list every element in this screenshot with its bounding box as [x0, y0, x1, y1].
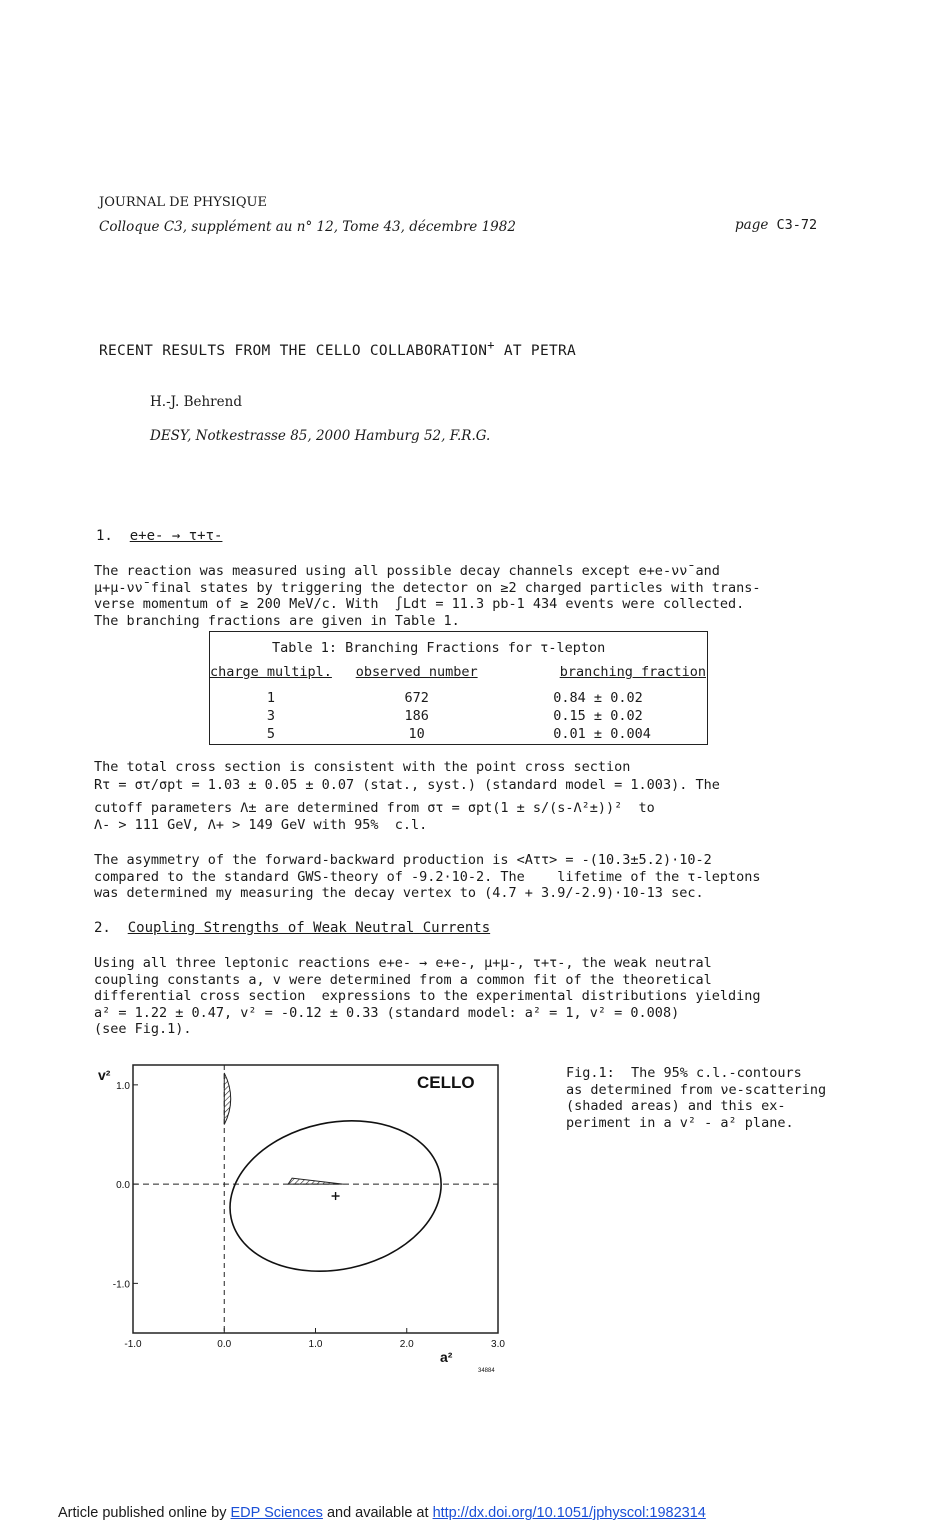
text-line: (see Fig.1). [94, 1021, 192, 1037]
caption-line: Fig.1: The 95% c.l.-contours [566, 1065, 802, 1081]
section1-paragraph3 [94, 852, 760, 902]
title-suffix: AT PETRA [494, 343, 577, 359]
journal-name: JOURNAL DE PHYSIQUE [99, 195, 267, 210]
y-tick-label: 1.0 [116, 1080, 130, 1092]
x-tick-label: 3.0 [491, 1339, 505, 1350]
text-line: The total cross section is consistent with the point cross section [94, 759, 631, 775]
branching-table [210, 662, 707, 743]
text-line: The branching fractions are given in Table 1. [94, 612, 460, 629]
table-row [210, 682, 707, 707]
affiliation: DESY, Notkestrasse 85, 2000 Hamburg 52, F.R.G. [150, 428, 491, 444]
figure-number: 34884 [478, 1368, 495, 1374]
author: H.-J. Behrend [150, 394, 242, 410]
section1-title: e+e- → τ+τ- [129, 528, 223, 544]
title-main: RECENT RESULTS FROM THE CELLO COLLABORATION [99, 343, 488, 359]
text-line: a² = 1.22 ± 0.47, v² = -0.12 ± 0.33 (standard model: a² = 1, v² = 0.008) [94, 1004, 680, 1021]
footer-middle: and available at [322, 1505, 433, 1521]
table-cell: 5 [266, 726, 276, 742]
section1-number: 1. [96, 528, 113, 544]
text-line: The asymmetry of the forward-backward production is <Aττ> = -(10.3±5.2)·10-2 [94, 852, 712, 868]
paper-title [99, 338, 577, 360]
table-cell: 0.01 ± 0.004 [553, 726, 651, 742]
section2-number: 2. [94, 920, 111, 936]
page-label: page [735, 217, 769, 233]
table-cell: 186 [404, 708, 429, 724]
section2-title: Coupling Strengths of Weak Neutral Currents [127, 920, 491, 936]
x-axis-label: a² [440, 1349, 453, 1365]
x-tick-label: 2.0 [399, 1339, 414, 1350]
caption-line: (shaded areas) and this ex- [566, 1098, 786, 1114]
table-cell: 3 [266, 708, 276, 724]
figure1-chart [90, 1060, 530, 1380]
table-cell: 10 [408, 726, 425, 742]
page-number: C3-72 [776, 217, 818, 233]
shaded-region-nu-e [224, 1073, 230, 1125]
text-line: was determined my measuring the decay vertex to (4.7 + 3.9/-2.9)·10-13 sec. [94, 885, 704, 901]
table-row [210, 725, 707, 743]
page-ref [735, 217, 817, 234]
figure1-caption [566, 1065, 826, 1131]
text-line: The reaction was measured using all possible decay channels except e+e-νν̄ and [94, 563, 720, 579]
text-line: cutoff parameters Λ± are determined from στ = σpt(1 ± s/(s-Λ²±))² to [94, 800, 655, 816]
text-line: compared to the standard GWS-theory of -9.2·10-2. The lifetime of the τ-leptons [94, 868, 761, 885]
text-line: Rτ = στ/σpt = 1.03 ± 0.05 ± 0.07 (stat., syst.) (standard model = 1.003). The [94, 776, 720, 793]
table-row [210, 707, 707, 725]
y-tick-label: -1.0 [112, 1279, 130, 1291]
table-header: branching fraction [559, 664, 706, 680]
section2-paragraph [94, 955, 760, 1038]
chart-title: CELLO [417, 1073, 475, 1092]
footer [58, 1505, 706, 1521]
text-line: coupling constants a, v were determined from a common fit of the theoretical [94, 971, 712, 988]
caption-line: as determined from νe-scattering [566, 1081, 827, 1098]
table-cell: 1 [266, 690, 276, 706]
colloque-info: Colloque C3, supplément au n° 12, Tome 43, décembre 1982 [99, 219, 516, 235]
chart-layer [113, 1065, 506, 1350]
text-line: μ+μ-νν̄ final states by triggering the detector on ≥2 charged particles with trans- [94, 579, 761, 596]
section1-paragraph1 [94, 563, 760, 629]
section1-paragraph2 [94, 759, 720, 833]
table1-caption: Table 1: Branching Fractions for τ-lepton [272, 640, 606, 656]
table-cell: 0.84 ± 0.02 [553, 690, 643, 706]
table-cell: 0.15 ± 0.02 [553, 708, 643, 724]
text-line: Λ- > 111 GeV, Λ+ > 149 GeV with 95% c.l. [94, 816, 428, 833]
table-header: charge multipl. [210, 664, 332, 680]
publisher-link[interactable]: EDP Sciences [230, 1505, 323, 1521]
x-tick-label: -1.0 [124, 1339, 142, 1350]
text-line: Using all three leptonic reactions e+e- → e+e-, μ+μ-, τ+τ-, the weak neutral [94, 955, 712, 971]
table1-box [209, 631, 708, 745]
footer-prefix: Article published online by [58, 1505, 231, 1521]
table-header: observed number [355, 664, 478, 680]
shaded-region-nu-e-2 [288, 1178, 343, 1184]
y-axis-label: v² [98, 1067, 111, 1083]
section2-heading [94, 920, 490, 937]
y-tick-label: 0.0 [116, 1180, 130, 1192]
table-cell: 672 [404, 690, 429, 706]
text-line: differential cross section expressions to the experimental distributions yielding [94, 988, 761, 1004]
plot-frame [133, 1065, 498, 1333]
title-dagger: + [487, 338, 495, 353]
doi-link[interactable]: http://dx.doi.org/10.1051/jphyscol:1982314 [432, 1505, 706, 1521]
text-line: verse momentum of ≥ 200 MeV/c. With ∫Ldt = 11.3 pb-1 434 events were collected. [94, 596, 745, 612]
section1-heading [96, 528, 222, 545]
x-tick-label: 0.0 [217, 1339, 232, 1350]
x-tick-label: 1.0 [308, 1339, 323, 1350]
caption-line: periment in a v² - a² plane. [566, 1114, 794, 1131]
